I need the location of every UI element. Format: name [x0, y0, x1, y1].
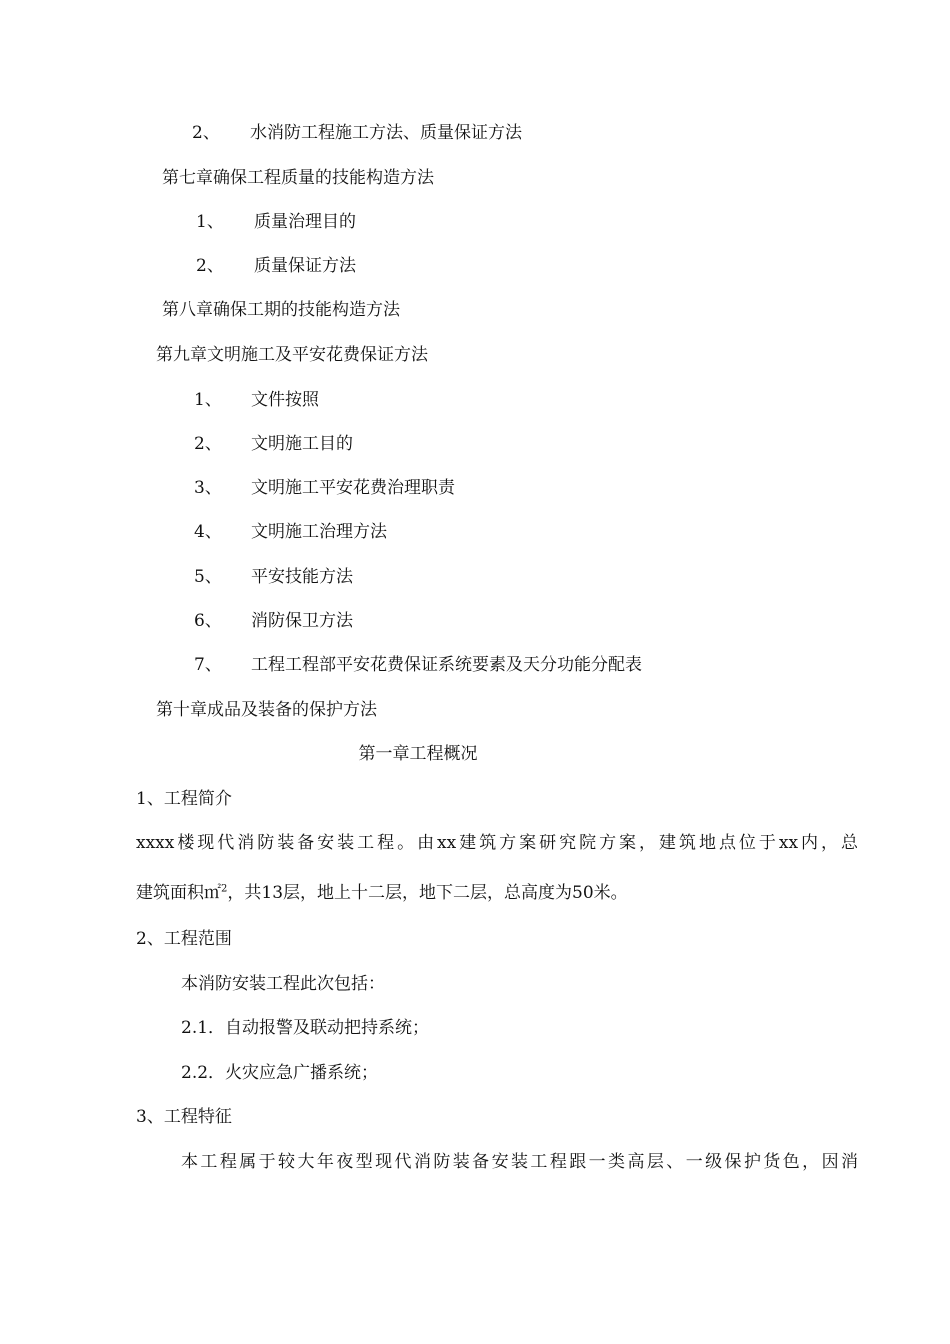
toc-item-label: 文明施工目的 — [251, 434, 353, 454]
toc-item-label: 工程工程部平安花费保证系统要素及天分功能分配表 — [251, 655, 642, 675]
section-heading: 2、工程范围 — [136, 929, 232, 949]
toc-item-number: 2、 — [196, 256, 224, 276]
toc-item-number: 1、 — [194, 390, 222, 410]
toc-item-label: 文件按照 — [251, 390, 319, 410]
section-heading: 3、工程特征 — [136, 1107, 232, 1127]
toc-item-number: 5、 — [194, 567, 222, 587]
toc-item-label: 消防保卫方法 — [251, 611, 353, 631]
toc-chapter-8: 第八章确保工期的技能构造方法 — [162, 300, 400, 320]
toc-item-label: 水消防工程施工方法、质量保证方法 — [250, 123, 522, 143]
toc-item-label: 文明施工平安花费治理职责 — [251, 478, 455, 498]
paragraph-line — [136, 882, 628, 904]
toc-item-label: 平安技能方法 — [251, 567, 353, 587]
section-heading: 1、工程简介 — [136, 789, 232, 809]
toc-item-number: 4、 — [194, 522, 222, 542]
toc-chapter-10: 第十章成品及装备的保护方法 — [156, 700, 377, 720]
toc-chapter-9: 第九章文明施工及平安花费保证方法 — [156, 345, 428, 365]
toc-item-label: 质量保证方法 — [254, 256, 356, 276]
toc-chapter-7: 第七章确保工程质量的技能构造方法 — [162, 168, 434, 188]
area-text: 建筑面积㎡ — [136, 883, 221, 903]
toc-item-number: 6、 — [194, 611, 222, 631]
chapter-title: 第一章工程概况 — [358, 744, 478, 764]
list-item: 2.2．火灾应急广播系统； — [181, 1063, 379, 1083]
toc-item-number: 7、 — [194, 655, 222, 675]
toc-item-number: 2、 — [192, 123, 220, 143]
list-item: 2.1．自动报警及联动把持系统； — [181, 1018, 430, 1038]
superscript: 2 — [221, 883, 228, 895]
toc-item-label: 文明施工治理方法 — [251, 522, 387, 542]
toc-item-number: 1、 — [196, 212, 224, 232]
toc-item-number: 3、 — [194, 478, 222, 498]
paragraph-text: ，共13层，地上十二层，地下二层，总高度为50米。 — [227, 883, 628, 903]
toc-item-number: 2、 — [194, 434, 222, 454]
paragraph-line: 本消防安装工程此次包括： — [181, 974, 385, 994]
toc-item-label: 质量治理目的 — [254, 212, 356, 232]
paragraph-line: 本工程属于较大年夜型现代消防装备安装工程跟一类高层、一级保护货色，因消 — [181, 1152, 858, 1172]
paragraph-line: xxxx楼现代消防装备安装工程。由xx建筑方案研究院方案，建筑地点位于xx内，总 — [136, 833, 858, 853]
